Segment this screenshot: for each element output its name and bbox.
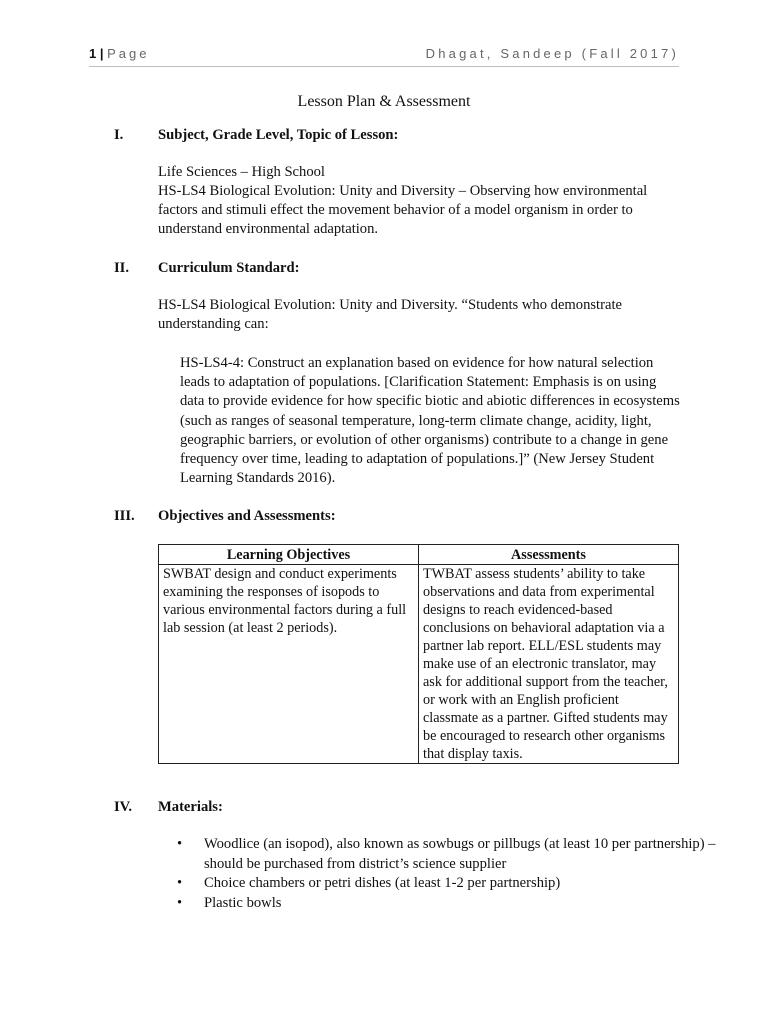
- table-row: [159, 565, 679, 764]
- section-3-title: Objectives and Assessments:: [158, 508, 336, 524]
- objectives-header: Learning Objectives: [159, 545, 419, 565]
- section-2-number: II.: [114, 260, 130, 276]
- assessments-header: Assessments: [419, 545, 679, 565]
- objectives-table: [158, 544, 679, 764]
- section-1-number: I.: [114, 127, 124, 143]
- section-1-topic: HS-LS4 Biological Evolution: Unity and Diversity – Observing how environmental factors and stimuli effect the movement behavior of a model organism in order to understand environmental adaptation.: [158, 183, 648, 238]
- standard-quote: HS-LS4-4: Construct an explanation based on evidence for how natural selection leads to adaptation of populations. [Clarification Statement: Emphasis is on using data to provide evidence for how specific biotic and abiotic differences in ecosystems (such as ranges of seasonal temperature, long-term climate change, acidity, light, geographic barriers, or evolution of other organisms) contribute to a change in gene frequency over time, leading to adaptation of populations.]” (New Jersey Student Learning Standards 2016).: [180, 355, 680, 487]
- page-label: Page: [107, 46, 150, 61]
- table-header-row: [159, 545, 679, 565]
- section-1-title: Subject, Grade Level, Topic of Lesson:: [158, 127, 399, 143]
- section-3-number: III.: [114, 508, 135, 524]
- section-1-subject: Life Sciences – High School: [158, 164, 325, 180]
- standard-intro: HS-LS4 Biological Evolution: Unity and Diversity. “Students who demonstrate understanding can:: [158, 297, 622, 333]
- section-4-title: Materials:: [158, 799, 223, 815]
- document-title: Lesson Plan & Assessment: [297, 93, 471, 110]
- list-item: • Choice chambers or petri dishes (at least 1-2 per partnership): [204, 874, 724, 894]
- bullet-icon: •: [177, 875, 183, 891]
- list-item: • Woodlice (an isopod), also known as sowbugs or pillbugs (at least 10 per partnership) – should be purchased from district’s science supplier: [177, 836, 716, 872]
- page-header: [89, 44, 679, 67]
- assessment-cell: TWBAT assess students’ ability to take observations and data from experimental designs to reach evidenced-based conclusions on behavioral adaptation via a partner lab report. ELL/ESL students may make use of an electronic translator, may ask for additional support from the teacher, or work with an English proficient classmate as a partner. Gifted students may be encouraged to research other organisms that display taxis.: [419, 565, 679, 764]
- section-2-title: Curriculum Standard:: [158, 260, 300, 276]
- bullet-icon: •: [177, 894, 183, 911]
- section-4-number: IV.: [114, 799, 132, 815]
- list-item: • Plastic bowls: [204, 894, 724, 914]
- materials-list: [158, 835, 724, 913]
- objective-cell: SWBAT design and conduct experiments examining the responses of isopods to various environmental factors during a full lab session (at least 2 periods).: [159, 565, 419, 764]
- page-number: 1 | Page: [89, 46, 150, 61]
- bullet-icon: •: [177, 836, 183, 852]
- author-term: Dhagat, Sandeep (Fall 2017): [425, 46, 679, 61]
